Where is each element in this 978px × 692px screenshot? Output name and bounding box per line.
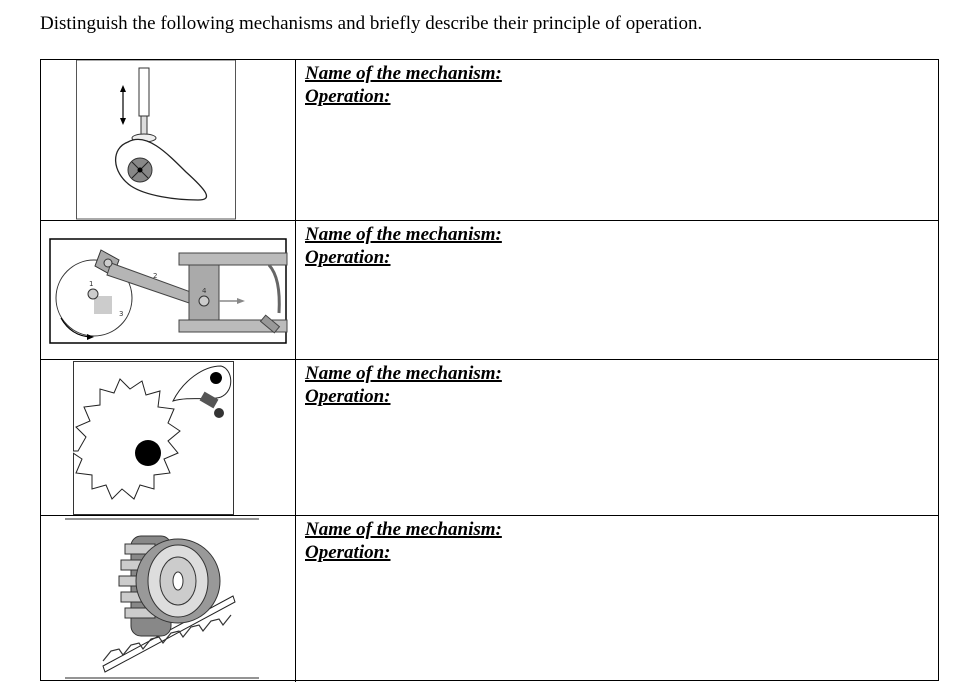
mechanism-name-label: Name of the mechanism: bbox=[305, 363, 502, 384]
operation-label: Operation: bbox=[305, 386, 391, 407]
image-cell bbox=[41, 516, 296, 682]
table-row bbox=[41, 360, 938, 516]
table-row bbox=[41, 516, 938, 682]
crank-slider-figure bbox=[49, 238, 289, 346]
table-row bbox=[41, 221, 938, 360]
image-cell bbox=[41, 60, 296, 220]
table-row bbox=[41, 60, 938, 221]
answer-cell[interactable] bbox=[305, 223, 502, 269]
cam-follower-figure bbox=[76, 60, 236, 220]
ratchet-pawl-figure bbox=[73, 361, 235, 515]
operation-label: Operation: bbox=[305, 86, 391, 107]
mechanisms-table bbox=[40, 59, 939, 681]
part-number-1: 1 bbox=[89, 280, 94, 288]
part-number-2: 2 bbox=[153, 272, 158, 280]
mechanism-name-label: Name of the mechanism: bbox=[305, 224, 502, 245]
operation-label: Operation: bbox=[305, 247, 391, 268]
mechanism-name-label: Name of the mechanism: bbox=[305, 519, 502, 540]
answer-cell[interactable] bbox=[305, 518, 502, 564]
answer-cell[interactable] bbox=[305, 362, 502, 408]
image-cell bbox=[41, 360, 296, 515]
part-number-3: 3 bbox=[119, 310, 124, 318]
answer-cell[interactable] bbox=[305, 62, 502, 108]
rack-pinion-figure bbox=[63, 516, 263, 682]
image-cell bbox=[41, 221, 296, 359]
operation-label: Operation: bbox=[305, 542, 391, 563]
mechanism-name-label: Name of the mechanism: bbox=[305, 63, 502, 84]
instruction-text: Distinguish the following mechanisms and briefly describe their principle of operation. bbox=[40, 13, 703, 34]
part-number-4: 4 bbox=[202, 287, 207, 295]
